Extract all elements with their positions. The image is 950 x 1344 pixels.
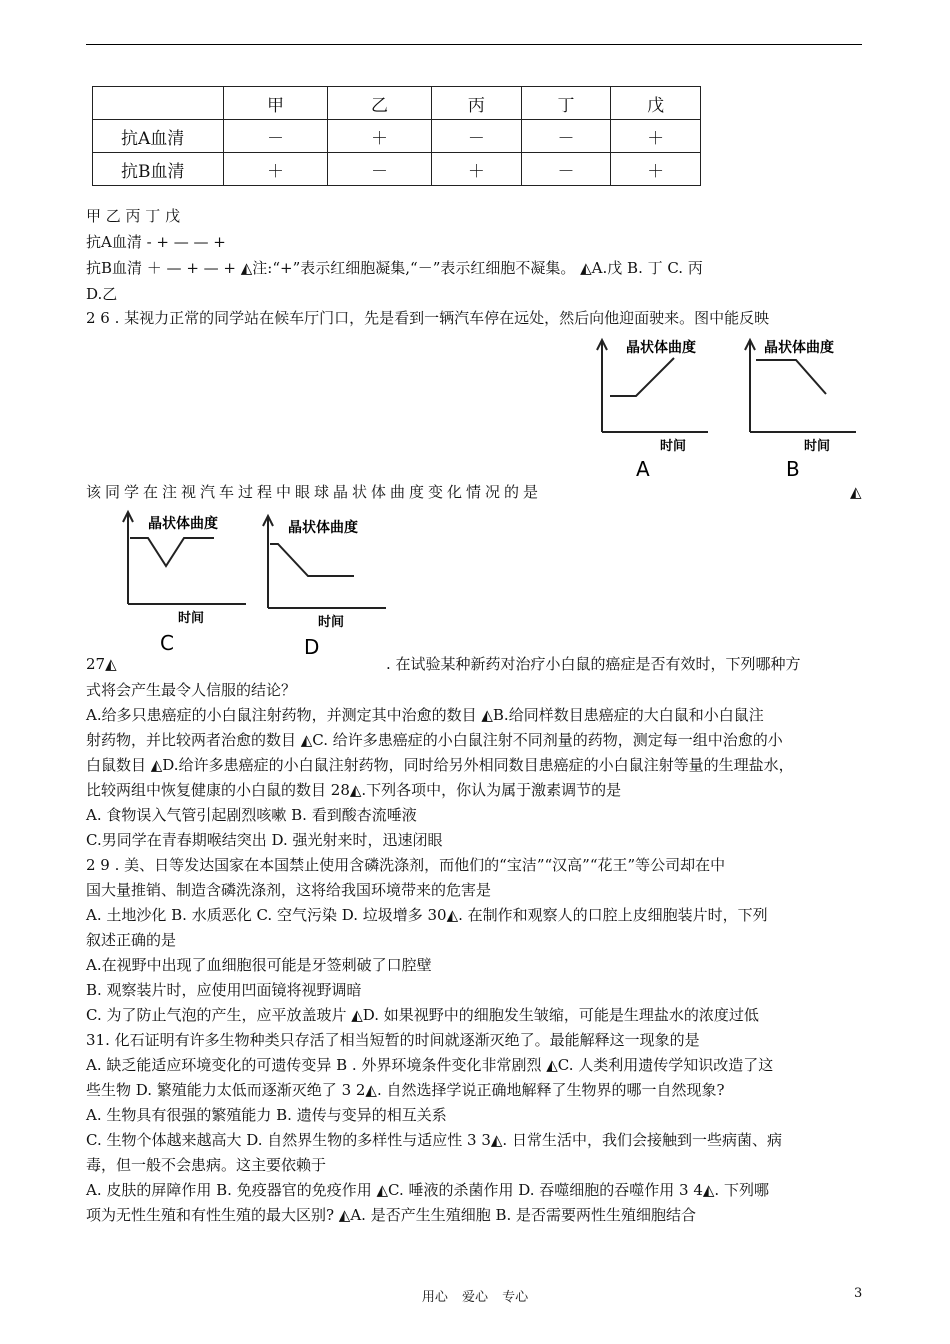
text-line: A. 缺乏能适应环境变化的可遗传变异 B . 外界环境条件变化非常剧烈 ◭C. 人类利用遗传学知识改造了这	[86, 1056, 774, 1074]
chart-xlabel: 时间	[178, 611, 205, 626]
row-label: 抗B血清	[93, 153, 224, 186]
chart-label: C	[160, 631, 174, 655]
table-cell: ＋	[611, 153, 701, 186]
text-line: 项为无性生殖和有性生殖的最大区别? ◭A. 是否产生生殖细胞 B. 是否需要两性生殖细胞结合	[86, 1206, 697, 1224]
table-cell: ＋	[432, 153, 522, 186]
text-line: 抗A血清 - + — — +	[86, 233, 226, 251]
chart-d	[258, 512, 388, 666]
table-cell: －	[432, 120, 522, 153]
text-line: 射药物，并比较两者治愈的数目 ◭C. 给许多患癌症的小白鼠注射不同剂量的药物，测定每一组中治愈的小	[86, 731, 783, 749]
table-cell: ＋	[224, 153, 328, 186]
text-line: 叙述正确的是	[86, 931, 177, 949]
text-line: D.乙	[86, 285, 118, 303]
header-cell: 甲	[224, 87, 328, 120]
chart-c	[118, 508, 248, 662]
text-line: A.给多只患癌症的小白鼠注射药物，并测定其中治愈的数目 ◭B.给同样数目患癌症的大白鼠和小白鼠注	[86, 706, 764, 724]
mark-glyph: ◭	[850, 483, 862, 501]
header-cell: 丁	[521, 87, 611, 120]
text-line: 些生物 D. 繁殖能力太低而逐渐灭绝了 3 2◭. 自然选择学说正确地解释了生物界的哪一自然现象?	[86, 1081, 725, 1099]
header-rule	[86, 44, 862, 45]
text-line: . 在试验某种新药对治疗小白鼠的癌症是否有效时，下列哪种方	[386, 655, 801, 673]
corner-cell	[93, 87, 224, 120]
text-line: A. 土地沙化 B. 水质恶化 C. 空气污染 D. 垃圾增多 30◭. 在制作和观察人的口腔上皮细胞装片时，下列	[86, 906, 768, 924]
chart-label: B	[786, 457, 800, 480]
text-line: 2 9 . 美、日等发达国家在本国禁止使用含磷洗涤剂，而他们的“宝洁”“汉高”“花王”等公司却在中	[86, 856, 726, 874]
table-cell: －	[224, 120, 328, 153]
page-footer: 用心 爱心 专心	[421, 1290, 529, 1305]
chart-ylabel: 晶状体曲度	[626, 340, 696, 356]
chart-a	[590, 330, 710, 484]
table-cell: ＋	[328, 120, 432, 153]
chart-xlabel: 时间	[660, 439, 687, 454]
question-number: 27◭	[86, 655, 117, 673]
text-line: 抗B血清 ＋ — + — + ◭注:“+”表示红细胞凝集,“－”表示红细胞不凝集。 ◭A.戊 B. 丁 C. 丙	[86, 259, 703, 277]
text-line: 比较两组中恢复健康的小白鼠的数目 28◭.下列各项中，你认为属于激素调节的是	[86, 781, 622, 799]
text-line: A. 生物具有很强的繁殖能力 B. 遗传与变异的相互关系	[86, 1106, 447, 1124]
chart-ylabel: 晶状体曲度	[288, 520, 358, 536]
text-line: 甲 乙 丙 丁 戊	[86, 207, 181, 225]
text-line: B. 观察装片时，应使用凹面镜将视野调暗	[86, 981, 362, 999]
chart-xlabel: 时间	[804, 439, 831, 454]
text-line: 31. 化石证明有许多生物种类只存活了相当短暂的时间就逐渐灭绝了。最能解释这一现象的是	[86, 1031, 700, 1049]
row-label: 抗A血清	[93, 120, 224, 153]
chart-label: D	[304, 635, 320, 659]
text-line: 该同学在注视汽车过程中眼球晶状体曲度变化情况的是	[86, 483, 543, 501]
text-line: A. 皮肤的屏障作用 B. 免疫器官的免疫作用 ◭C. 唾液的杀菌作用 D. 吞噬细胞的吞噬作用 3 4◭. 下列哪	[86, 1181, 769, 1199]
text-line: C. 为了防止气泡的产生，应平放盖玻片 ◭D. 如果视野中的细胞发生皱缩，可能是生理盐水的浓度过低	[86, 1006, 759, 1024]
text-line: C.男同学在青春期喉结突出 D. 强光射来时，迅速闭眼	[86, 831, 443, 849]
chart-label: A	[636, 457, 650, 480]
table-cell: －	[521, 120, 611, 153]
text-line: 国大量推销、制造含磷洗涤剂，这将给我国环境带来的危害是	[86, 881, 492, 899]
text-line: 毒，但一般不会患病。这主要依赖于	[86, 1156, 327, 1174]
header-cell: 戊	[611, 87, 701, 120]
text-line: A.在视野中出现了血细胞很可能是牙签刺破了口腔壁	[86, 956, 432, 974]
chart-b	[738, 330, 858, 484]
header-cell: 乙	[328, 87, 432, 120]
blood-table-right	[431, 86, 701, 186]
table-cell: －	[521, 153, 611, 186]
text-line: C. 生物个体越来越高大 D. 自然界生物的多样性与适应性 3 3◭. 日常生活中，我们会接触到一些病菌、病	[86, 1131, 782, 1149]
text-line: 白鼠数目 ◭D.给许多患癌症的小白鼠注射药物，同时给另外相同数目患癌症的小白鼠注射等量的生理盐水，	[86, 756, 794, 774]
text-line: A. 食物误入气管引起剧烈咳嗽 B. 看到酸杏流唾液	[86, 806, 417, 824]
chart-ylabel: 晶状体曲度	[764, 340, 834, 356]
text-line: 式将会产生最令人信服的结论？	[86, 681, 297, 699]
table-cell: －	[328, 153, 432, 186]
chart-xlabel: 时间	[318, 615, 345, 630]
blood-table-left	[92, 86, 432, 186]
page-number: 3	[854, 1286, 863, 1301]
text-line: 2 6 . 某视力正常的同学站在候车厅门口，先是看到一辆汽车停在远处，然后向他迎面驶来。图中能反映	[86, 309, 770, 327]
header-cell: 丙	[432, 87, 522, 120]
table-cell: ＋	[611, 120, 701, 153]
chart-ylabel: 晶状体曲度	[148, 516, 218, 532]
